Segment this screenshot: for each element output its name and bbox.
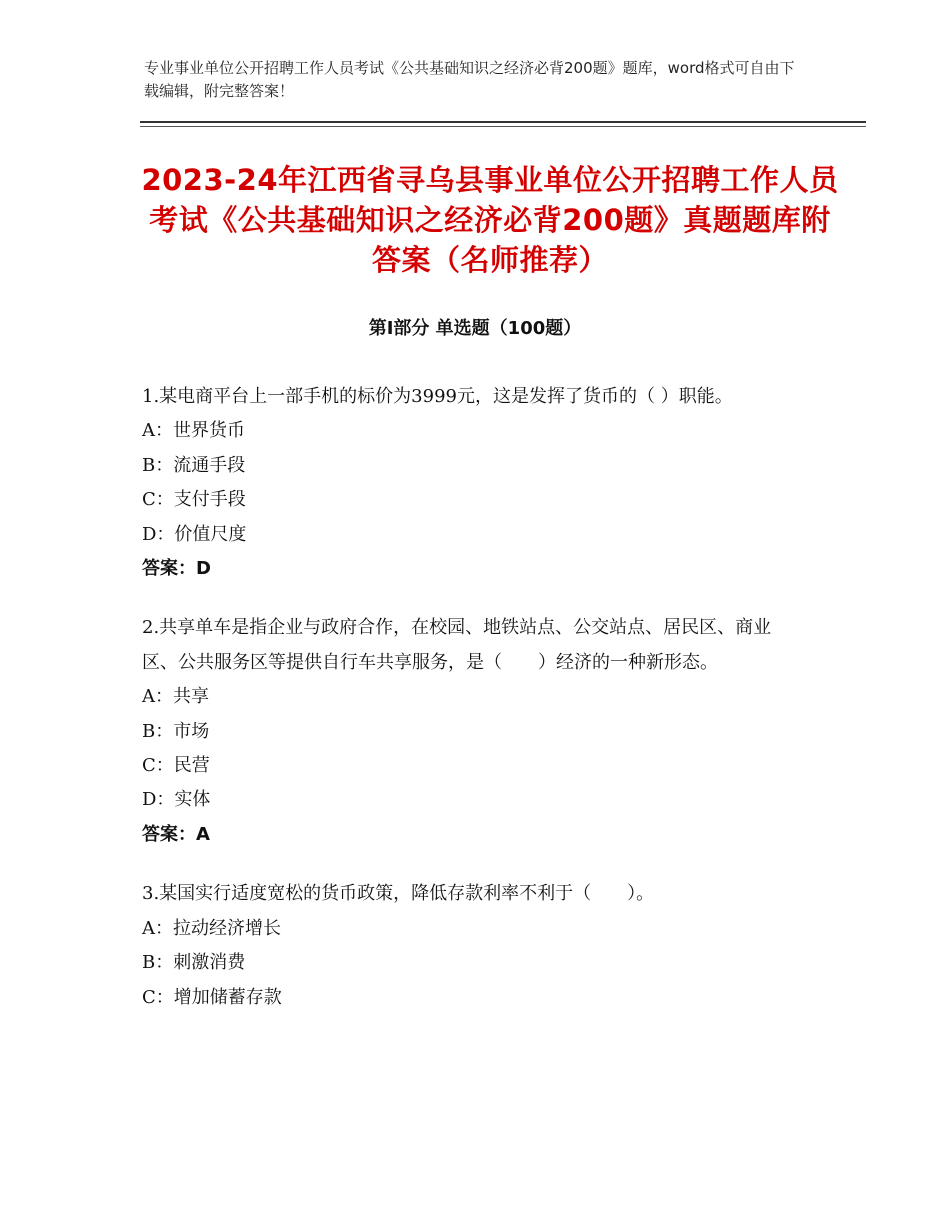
option-a: A：共享 [142, 686, 209, 708]
option-a: A：世界货币 [142, 420, 245, 442]
option-c: C：支付手段 [142, 489, 246, 511]
document-title: 2023-24年江西省寻乌县事业单位公开招聘工作人员考试《公共基础知识之经济必背200题》真题题库附答案（名师推荐） [141, 163, 839, 277]
option-a: A：拉动经济增长 [142, 917, 281, 939]
option-b: B：流通手段 [142, 454, 246, 476]
option-b: B：刺激消费 [142, 952, 246, 974]
answer-text: 答案：D [142, 558, 211, 580]
question-list [142, 380, 802, 1040]
option-d: D：价值尺度 [142, 523, 247, 545]
question-text: 3.某国实行适度宽松的货币政策，降低存款利率不利于（ ）。 [142, 883, 655, 905]
question-text: 1.某电商平台上一部手机的标价为3999元，这是发挥了货币的（ ）职能。 [142, 386, 733, 407]
answer-text: 答案：A [142, 823, 210, 845]
header-text: 专业事业单位公开招聘工作人员考试《公共基础知识之经济必背200题》题库，word格式可自由下载编辑，附完整答案！ [144, 59, 795, 100]
option-b: B：市场 [142, 720, 210, 742]
header-divider-thin [140, 126, 866, 127]
option-d: D：实体 [142, 789, 211, 811]
question-text: 2.共享单车是指企业与政府合作，在校园、地铁站点、公交站点、居民区、商业区、公共服务区等提供自行车共享服务，是（ ）经济的一种新形态。 [142, 617, 772, 673]
question-item [142, 380, 802, 586]
header-divider [140, 121, 866, 123]
option-c: C：民营 [142, 755, 210, 777]
option-c: C：增加储蓄存款 [142, 986, 282, 1008]
page-header [144, 57, 804, 103]
section-heading: 第I部分 单选题（100题） [368, 318, 582, 339]
question-item [142, 611, 802, 852]
question-item [142, 877, 802, 1015]
